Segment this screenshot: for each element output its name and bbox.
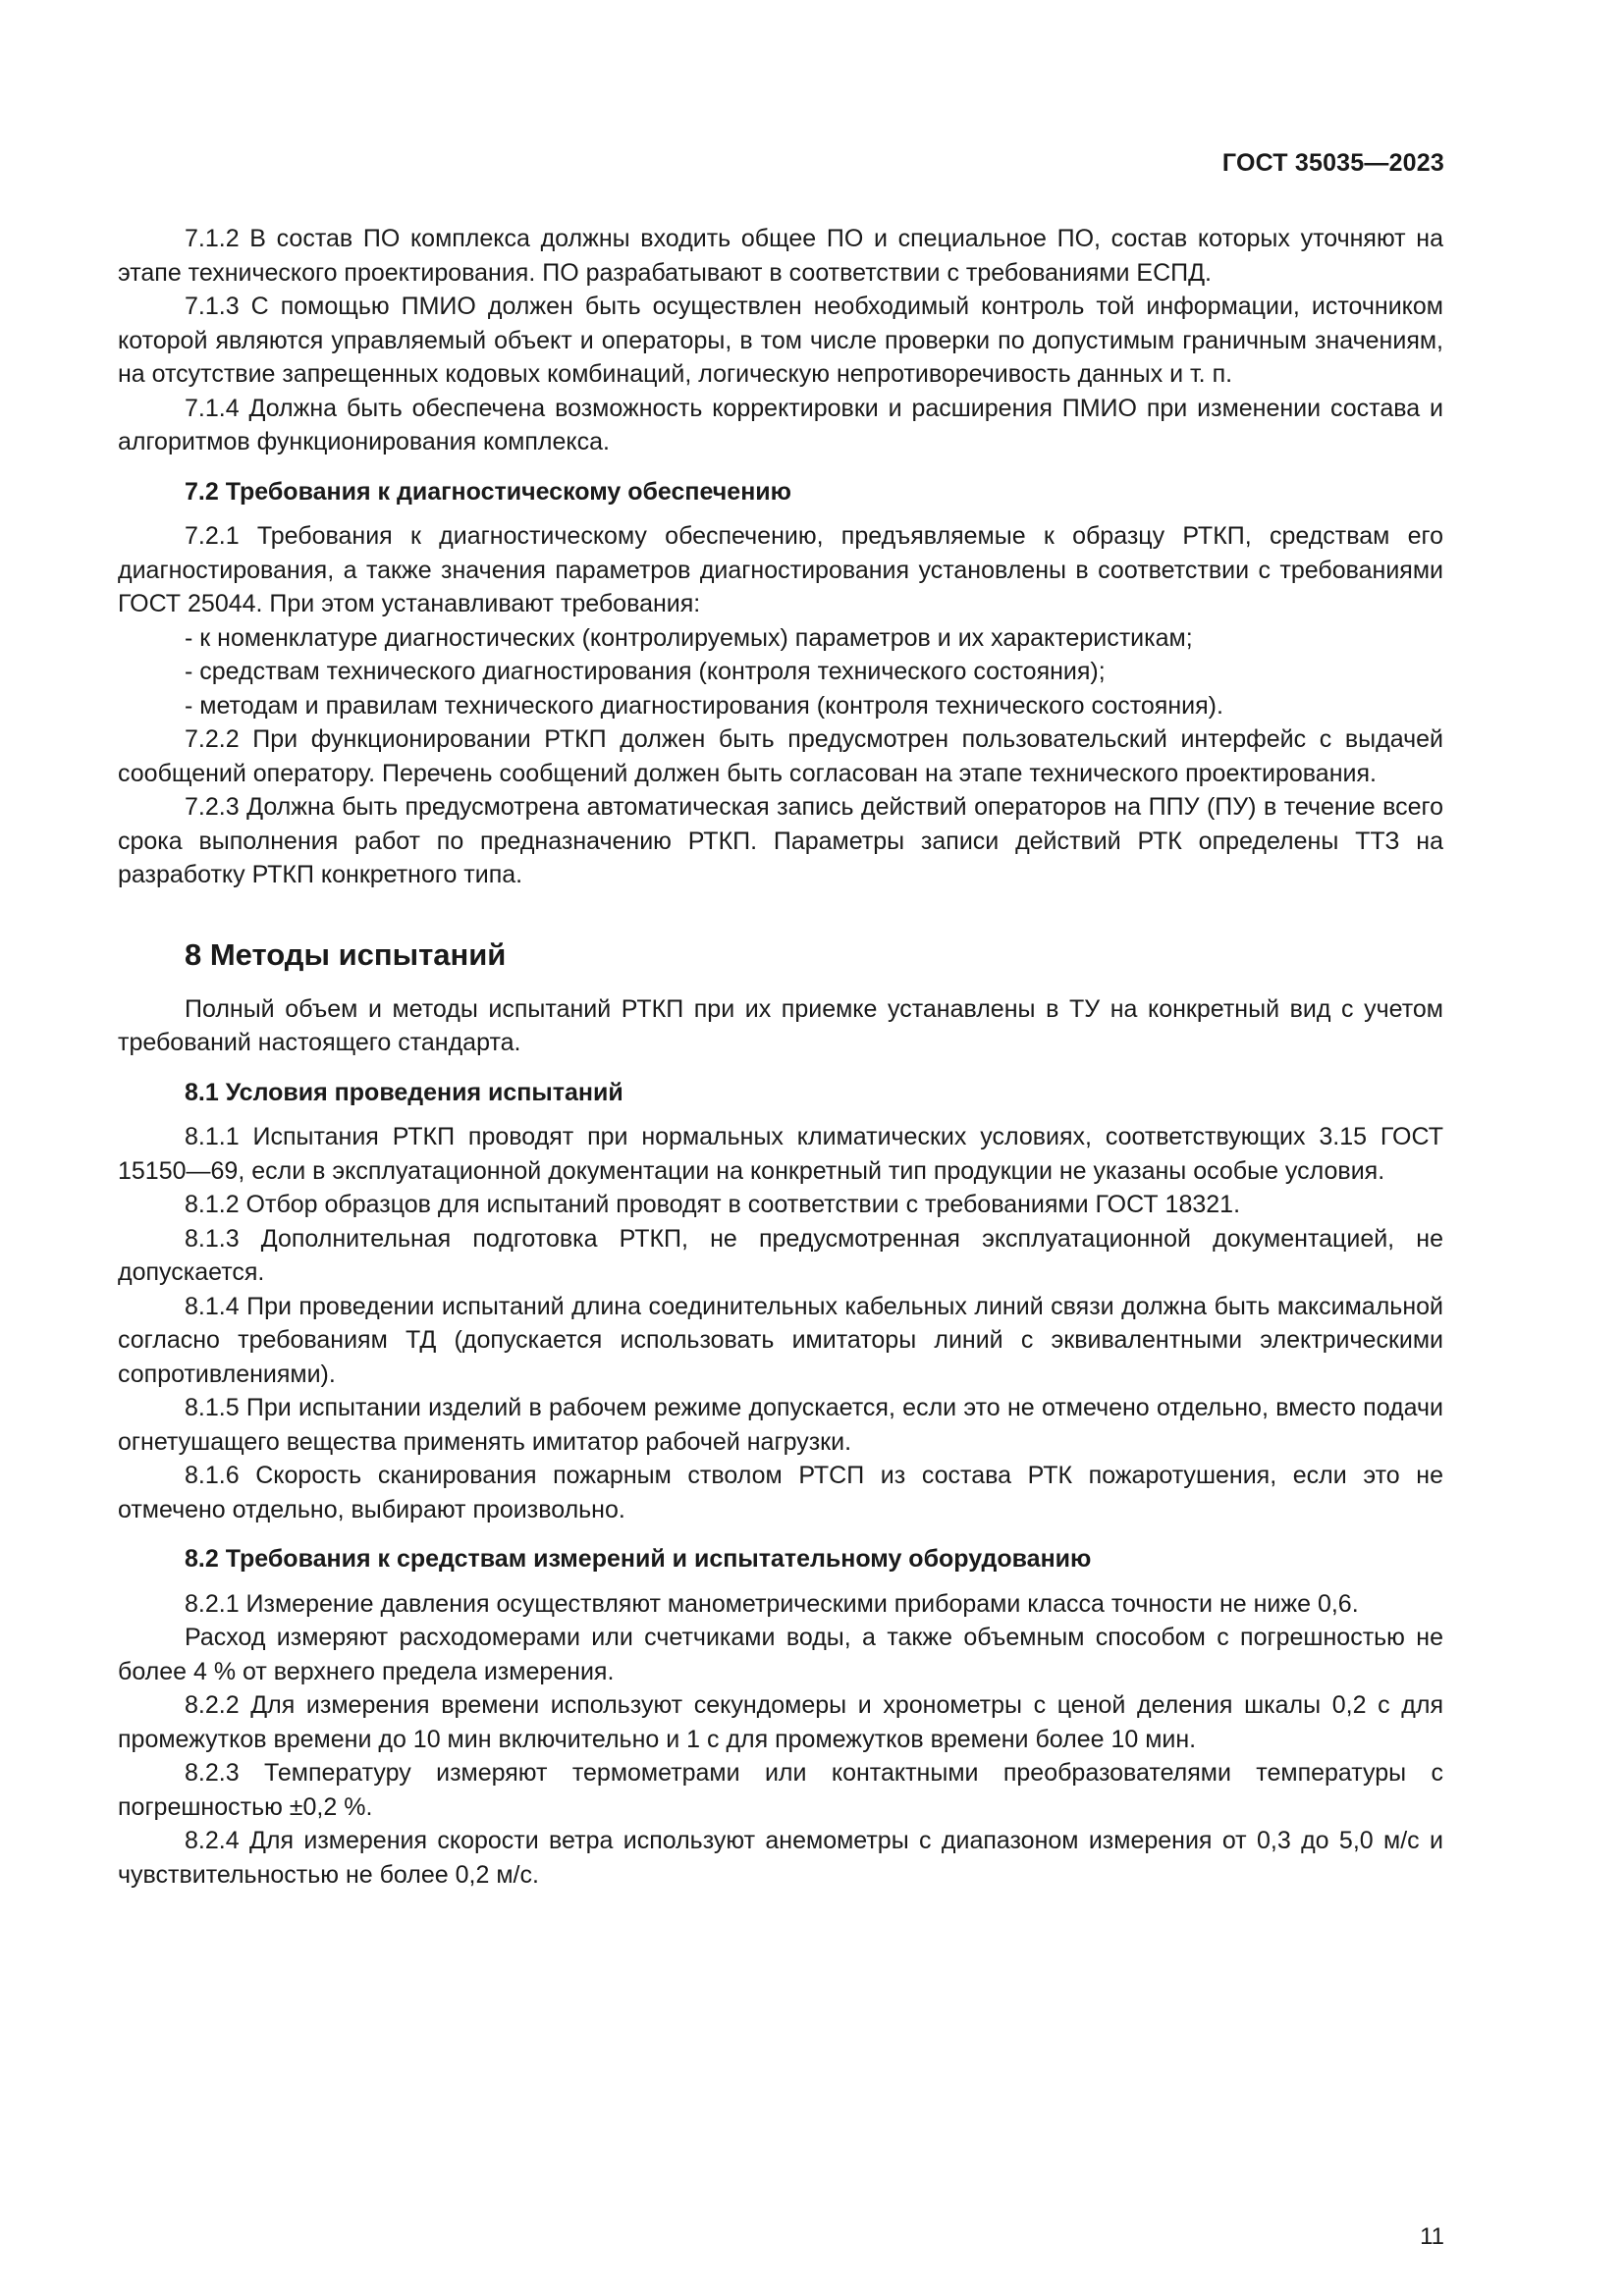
- paragraph-7-2-1: 7.2.1 Требования к диагностическому обеспечению, предъявляемые к образцу РТКП, средствам его диагностирования, а также значения параметров диагностирования установлены в соответствии с требованиями ГОСТ 25044. При этом устанавливают требования:: [118, 522, 1443, 617]
- paragraph-7-1-2: 7.1.2 В состав ПО комплекса должны входить общее ПО и специальное ПО, состав которых уточняют на этапе технического проектирования. ПО разрабатывают в соответствии с требованиями ЕСПД.: [118, 225, 1443, 287]
- paragraph-8-2-4: 8.2.4 Для измерения скорости ветра используют анемометры с диапазоном измерения от 0,3 до 5,0 м/с и чувствительностью не более 0,2 м/с.: [118, 1827, 1443, 1889]
- paragraph-8-1-5: 8.1.5 При испытании изделий в рабочем режиме допускается, если это не отмечено отдельно, вместо подачи огнетушащего вещества применять имитатор рабочей нагрузки.: [118, 1394, 1443, 1456]
- chapter-heading-8: 8 Методы испытаний: [185, 936, 507, 972]
- paragraph-7-1-4: 7.1.4 Должна быть обеспечена возможность корректировки и расширения ПМИО при изменении состава и алгоритмов функционирования комплекса.: [118, 394, 1443, 455]
- paragraph-8-1-4: 8.1.4 При проведении испытаний длина соединительных кабельных линий связи должна быть максимальной согласно требованиям ТД (допускается использовать имитаторы линий с эквивалентными электрическими сопротивлениями).: [118, 1292, 1443, 1388]
- page-number: 11: [1420, 2223, 1444, 2250]
- paragraph-8-2-1-flow: Расход измеряют расходомерами или счетчиками воды, а также объемным способом с погрешностью не более 4 % от верхнего предела измерения.: [118, 1624, 1443, 1685]
- paragraph-8-intro: Полный объем и методы испытаний РТКП при их приемке устанавлены в ТУ на конкретный вид с учетом требований настоящего стандарта.: [118, 994, 1443, 1056]
- paragraph-8-1-2: 8.1.2 Отбор образцов для испытаний проводят в соответствии с требованиями ГОСТ 18321.: [185, 1191, 1241, 1218]
- section-heading-7-2: 7.2 Требования к диагностическому обеспечению: [185, 477, 792, 506]
- list-item: - методам и правилам технического диагностирования (контроля технического состояния).: [185, 691, 1223, 720]
- list-item: - средствам технического диагностирования (контроля технического состояния);: [185, 658, 1106, 685]
- paragraph-8-1-1: 8.1.1 Испытания РТКП проводят при нормальных климатических условиях, соответствующих 3.15 ГОСТ 15150—69, если в эксплуатационной документации на конкретный тип продукции не указаны особые условия.: [118, 1123, 1443, 1185]
- paragraph-8-2-2: 8.2.2 Для измерения времени используют секундомеры и хронометры с ценой деления шкалы 0,2 с для промежутков времени до 10 мин включительно и 1 с для промежутков времени более 10 мин.: [118, 1691, 1443, 1753]
- paragraph-7-1-3: 7.1.3 С помощью ПМИО должен быть осуществлен необходимый контроль той информации, источником которой являются управляемый объект и операторы, в том числе проверки по допустимым граничным значениям, на отсутствие запрещенных кодовых комбинаций, логическую непротиворечивость данных и т. п.: [118, 293, 1443, 388]
- list-item: - к номенклатуре диагностических (контролируемых) параметров и их характеристикам;: [185, 623, 1193, 652]
- paragraph-8-2-3: 8.2.3 Температуру измеряют термометрами или контактными преобразователями температуры с погрешностью ±0,2 %.: [118, 1759, 1443, 1821]
- paragraph-7-2-2: 7.2.2 При функционировании РТКП должен быть предусмотрен пользовательский интерфейс с выдачей сообщений оператору. Перечень сообщений должен быть согласован на этапе технического проектирования.: [118, 725, 1443, 787]
- page-body: [118, 222, 1443, 1892]
- section-heading-8-1: 8.1 Условия проведения испытаний: [185, 1078, 623, 1106]
- paragraph-7-2-3: 7.2.3 Должна быть предусмотрена автоматическая запись действий операторов на ППУ (ПУ) в течение всего срока выполнения работ по предназначению РТКП. Параметры записи действий РТК определены ТТЗ на разработку РТКП конкретного типа.: [118, 793, 1443, 888]
- document-code: ГОСТ 35035—2023: [1221, 149, 1444, 177]
- paragraph-8-2-1: 8.2.1 Измерение давления осуществляют манометрическими приборами класса точности не ниже 0,6.: [185, 1589, 1359, 1618]
- section-heading-8-2: 8.2 Требования к средствам измерений и испытательному оборудованию: [185, 1545, 1092, 1573]
- paragraph-8-1-6: 8.1.6 Скорость сканирования пожарным стволом РТСП из состава РТК пожаротушения, если это не отмечено отдельно, выбирают произвольно.: [118, 1462, 1443, 1523]
- paragraph-8-1-3: 8.1.3 Дополнительная подготовка РТКП, не предусмотренная эксплуатационной документацией, не допускается.: [118, 1224, 1443, 1286]
